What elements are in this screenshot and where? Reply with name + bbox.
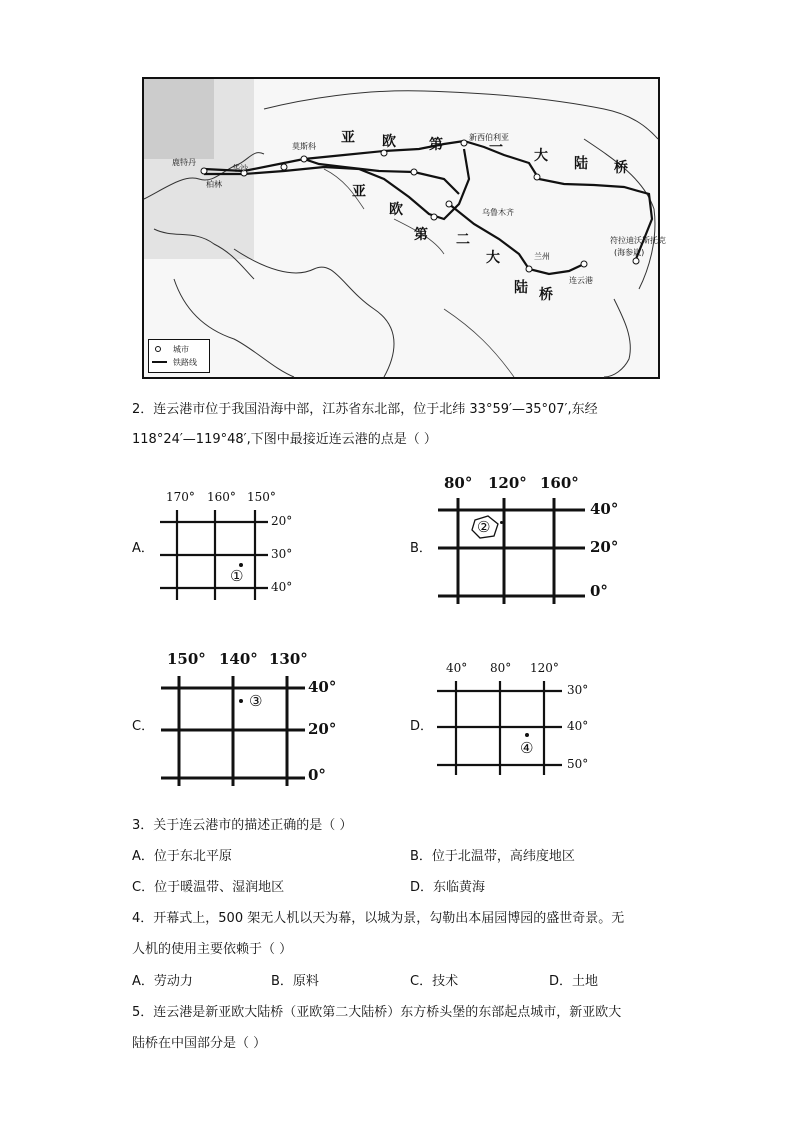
map-label-first-6: 陆: [574, 156, 588, 172]
q5-line2: 陆桥在中国部分是（ ）: [132, 1036, 267, 1051]
option-a-right-2: 30°: [271, 547, 293, 561]
option-b-right-3: 0°: [590, 582, 608, 600]
option-c-marker: ③: [249, 692, 263, 710]
q4-option-c[interactable]: C．技术: [410, 974, 459, 989]
map-label-first-4: 一: [489, 140, 503, 156]
map-label-lianyungang: 连云港: [569, 276, 593, 285]
legend-rail-label: 铁路线: [173, 358, 197, 367]
q4-option-d[interactable]: D．土地: [549, 974, 599, 989]
map-drawing: [144, 79, 658, 377]
q4-option-a[interactable]: A．劳动力: [132, 974, 193, 989]
option-c-point: [239, 699, 243, 703]
map-label-second-3: 第: [414, 227, 428, 243]
map-label-rotterdam: 鹿特丹: [172, 158, 196, 167]
option-d-right-2: 40°: [567, 719, 589, 733]
option-b-point: [500, 521, 503, 524]
q3-option-a[interactable]: A．位于东北平原: [132, 849, 232, 864]
option-c-right-1: 40°: [308, 678, 337, 696]
map-label-second-2: 欧: [389, 202, 403, 218]
q4-line2: 人机的使用主要依赖于（ ）: [132, 942, 293, 957]
map-label-first-3: 第: [429, 137, 443, 153]
option-a-label: A．: [132, 541, 154, 556]
q4-option-b[interactable]: B．原料: [271, 974, 319, 989]
map-label-second-6: 陆: [514, 280, 528, 296]
option-a-right-1: 20°: [271, 514, 293, 528]
option-d-grid: [432, 655, 602, 780]
option-d-top-2: 80°: [490, 661, 512, 675]
map-label-second-7: 桥: [539, 287, 553, 303]
option-d-right-3: 50°: [567, 757, 589, 771]
option-b-right-2: 20°: [590, 538, 619, 556]
option-b-right-1: 40°: [590, 500, 619, 518]
map-label-vladivostok: 符拉迪沃斯托克: [610, 236, 666, 245]
option-d-marker: ④: [520, 739, 534, 757]
map-label-first-1: 亚: [341, 130, 355, 146]
option-c-right-2: 20°: [308, 720, 337, 738]
option-d-top-1: 40°: [446, 661, 468, 675]
q3-option-c[interactable]: C．位于暖温带、湿润地区: [132, 880, 285, 895]
q2-line2: 118°24′—119°48′,下图中最接近连云港的点是（ ）: [132, 432, 437, 447]
option-d-label: D．: [410, 719, 434, 734]
map-label-second-5: 大: [486, 250, 500, 266]
option-b-top-3: 160°: [540, 474, 579, 492]
option-c-right-3: 0°: [308, 766, 326, 784]
option-c-label: C．: [132, 719, 155, 734]
map-label-berlin: 柏林: [206, 180, 222, 189]
map-label-moscow: 莫斯科: [292, 142, 316, 151]
option-c-grid: [155, 648, 355, 788]
option-a-right-3: 40°: [271, 580, 293, 594]
map-legend: [148, 339, 210, 373]
option-a-top-3: 150°: [247, 490, 276, 504]
option-a-marker: ①: [230, 567, 244, 585]
railway-map: [142, 77, 666, 379]
option-b-marker: ②: [477, 518, 491, 536]
option-b-top-1: 80°: [444, 474, 473, 492]
option-a-top-1: 170°: [166, 490, 195, 504]
map-label-novosibirsk: 新西伯利亚: [469, 133, 509, 142]
legend-city-label: 城市: [173, 345, 189, 354]
q3-option-d[interactable]: D．东临黄海: [410, 880, 486, 895]
map-label-urumqi: 乌鲁木齐: [482, 208, 514, 217]
option-c-top-1: 150°: [167, 650, 206, 668]
map-label-second-4: 二: [456, 232, 470, 248]
option-c-top-3: 130°: [269, 650, 308, 668]
q3-option-b[interactable]: B．位于北温带，高纬度地区: [410, 849, 575, 864]
option-a-top-2: 160°: [207, 490, 236, 504]
option-b-label: B．: [410, 541, 432, 556]
q2-line1: 2．连云港市位于我国沿海中部，江苏省东北部，位于北纬 33°59′—35°07′,东经: [132, 402, 598, 417]
map-label-first-7: 桥: [614, 160, 628, 176]
q5-line1: 5．连云港是新亚欧大陆桥（亚欧第二大陆桥）东方桥头堡的东部起点城市，新亚欧大: [132, 1005, 622, 1020]
option-c-top-2: 140°: [219, 650, 258, 668]
map-label-second-1: 亚: [352, 184, 366, 200]
map-label-lanzhou: 兰州: [534, 252, 550, 261]
option-d-point: [525, 733, 529, 737]
map-label-first-2: 欧: [382, 134, 396, 150]
map-label-warsaw: 华沙: [232, 164, 248, 173]
option-d-right-1: 30°: [567, 683, 589, 697]
map-label-vladivostok-alt: (海参崴): [614, 248, 645, 257]
option-b-top-2: 120°: [488, 474, 527, 492]
option-d-top-3: 120°: [530, 661, 559, 675]
map-label-first-5: 大: [534, 148, 548, 164]
option-b-grid: [430, 472, 630, 607]
q4-line1: 4．开幕式上，500 架无人机以天为幕，以城为景，勾勒出本届园博园的盛世奇景。无: [132, 911, 625, 926]
q3-stem: 3．关于连云港市的描述正确的是（ ）: [132, 818, 353, 833]
option-a-grid: [150, 485, 310, 605]
